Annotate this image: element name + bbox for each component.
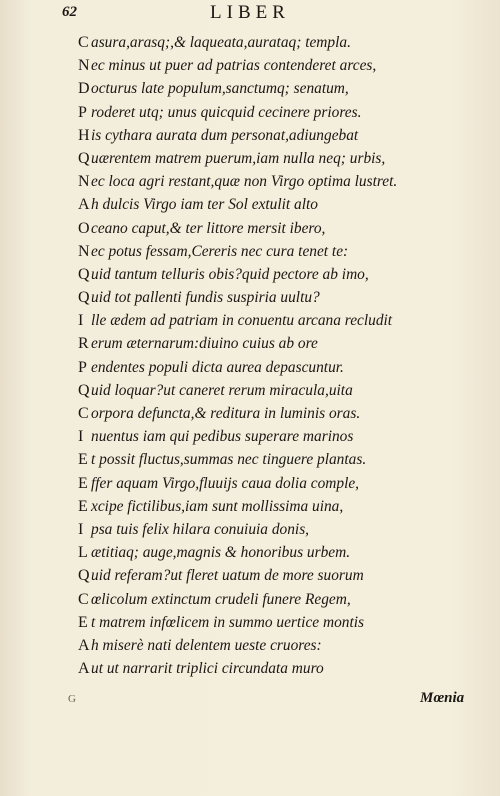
verse-line xyxy=(78,240,478,263)
verse-initial: P xyxy=(78,103,87,121)
verse-line xyxy=(78,611,478,634)
verse-line xyxy=(78,193,478,216)
verse-text: t possit fluctus,summas nec tinguere plantas. xyxy=(91,451,367,469)
verse-initial: A xyxy=(78,660,90,678)
verse-initial: C xyxy=(78,34,89,51)
verse-text: erum æternarum:diuino cuius ab ore xyxy=(91,335,318,353)
verse-text: ec minus ut puer ad patrias contenderet arces, xyxy=(91,57,377,75)
verse-text: uærentem matrem puerum,iam nulla neq; urbis, xyxy=(91,149,386,167)
verse-line xyxy=(78,31,478,54)
verse-text: uid tantum telluris obis?quid pectore ab imo, xyxy=(91,265,369,283)
verse-initial: L xyxy=(78,544,88,562)
verse-line xyxy=(78,147,478,170)
verse-initial: N xyxy=(78,173,90,191)
verse-text: ut ut narrarit triplici circundata muro xyxy=(91,660,324,678)
verse-line xyxy=(78,77,478,100)
verse-line xyxy=(78,518,478,541)
verse-text: is cythara aurata dum personat,adiungebat xyxy=(91,126,359,144)
verse-initial: Q xyxy=(78,567,90,585)
verse-initial: A xyxy=(78,636,90,654)
verse-line xyxy=(78,564,478,587)
verse-text: h dulcis Virgo iam ter Sol extulit alto xyxy=(91,196,318,214)
verse-text: lle ædem ad patriam in conuentu arcana recludit xyxy=(91,312,393,330)
verse-initial: Q xyxy=(78,265,90,283)
verse-line xyxy=(78,634,478,657)
verse-line xyxy=(78,332,478,355)
verse-initial: Q xyxy=(78,381,90,399)
verse-text: xcipe fictilibus,iam sunt mollissima uina, xyxy=(91,497,344,515)
verse-line xyxy=(78,170,478,193)
verse-initial: E xyxy=(78,613,88,631)
verse-initial: O xyxy=(78,219,90,237)
verse-initial: N xyxy=(78,242,90,260)
verse-line xyxy=(78,379,478,402)
verse-text: endentes populi dicta aurea depascuntur. xyxy=(91,358,344,376)
verse-initial: P xyxy=(78,358,87,376)
folio-number: 62 xyxy=(62,4,77,20)
verse-line xyxy=(78,495,478,518)
verse-initial: E xyxy=(78,451,88,469)
verse-initial: A xyxy=(78,196,90,214)
catchword: Mœnia xyxy=(420,690,465,706)
verse-line xyxy=(78,472,478,495)
verse-text: asura,arasq;,& laqueata,aurataq; templa. xyxy=(91,34,351,51)
verse-text: octurus late populum,sanctumq; senatum, xyxy=(91,80,349,98)
verse-text: t matrem infœlicem in summo uertice montis xyxy=(91,613,365,631)
verse-initial: R xyxy=(78,335,89,353)
verse-initial: C xyxy=(78,590,89,608)
verse-text: uid tot pallenti fundis suspiria uultu? xyxy=(91,289,320,307)
verse-line xyxy=(78,402,478,425)
verse-line xyxy=(78,588,478,611)
verse-initial: I xyxy=(78,520,84,538)
verse-line xyxy=(78,263,478,286)
verse-line xyxy=(78,657,478,680)
verse-initial: H xyxy=(78,126,90,144)
verse-line xyxy=(78,541,478,564)
verse-block xyxy=(78,31,478,680)
verse-line xyxy=(78,448,478,471)
verse-line xyxy=(78,425,478,448)
page-header xyxy=(0,2,500,26)
verse-line xyxy=(78,217,478,240)
verse-text: h miserè nati delentem ueste cruores: xyxy=(91,636,322,654)
verse-initial: E xyxy=(78,474,88,492)
verse-initial: N xyxy=(78,57,90,75)
verse-text: nuentus iam qui pedibus superare marinos xyxy=(91,428,354,446)
verse-text: uid loquar?ut caneret rerum miracula,uita xyxy=(91,381,353,399)
verse-line xyxy=(78,54,478,77)
verse-text: roderet utq; unus quicquid cecinere priores. xyxy=(91,103,362,121)
verse-initial: I xyxy=(78,428,84,446)
verse-text: uid referam?ut fleret uatum de more suorum xyxy=(91,567,364,585)
verse-text: ffer aquam Virgo,fluuijs caua dolia comple, xyxy=(91,474,360,492)
verse-text: ætitiaq; auge,magnis & honoribus urbem. xyxy=(91,544,351,562)
verse-text: œlicolum extinctum crudeli funere Regem, xyxy=(91,590,351,608)
verse-initial: I xyxy=(78,312,84,330)
verse-text: psa tuis felix hilara conuiuia donis, xyxy=(91,520,310,538)
verse-initial: Q xyxy=(78,149,90,167)
verse-initial: D xyxy=(78,80,90,98)
verse-text: ceano caput,& ter littore mersit ibero, xyxy=(91,219,326,237)
verse-initial: Q xyxy=(78,289,90,307)
verse-line xyxy=(78,356,478,379)
verse-line xyxy=(78,101,478,124)
running-head: LIBER xyxy=(210,2,290,23)
verse-initial: C xyxy=(78,405,89,422)
verse-initial: E xyxy=(78,497,88,515)
verse-text: ec potus fessam,Cereris nec cura tenet te: xyxy=(91,242,349,260)
verse-line xyxy=(78,124,478,147)
verse-text: ec loca agri restant,quæ non Virgo optima lustret. xyxy=(91,173,398,191)
verse-text: orpora defuncta,& reditura in luminis oras. xyxy=(91,405,361,422)
verse-line xyxy=(78,286,478,309)
signature-mark: G xyxy=(68,693,76,705)
verse-line xyxy=(78,309,478,332)
